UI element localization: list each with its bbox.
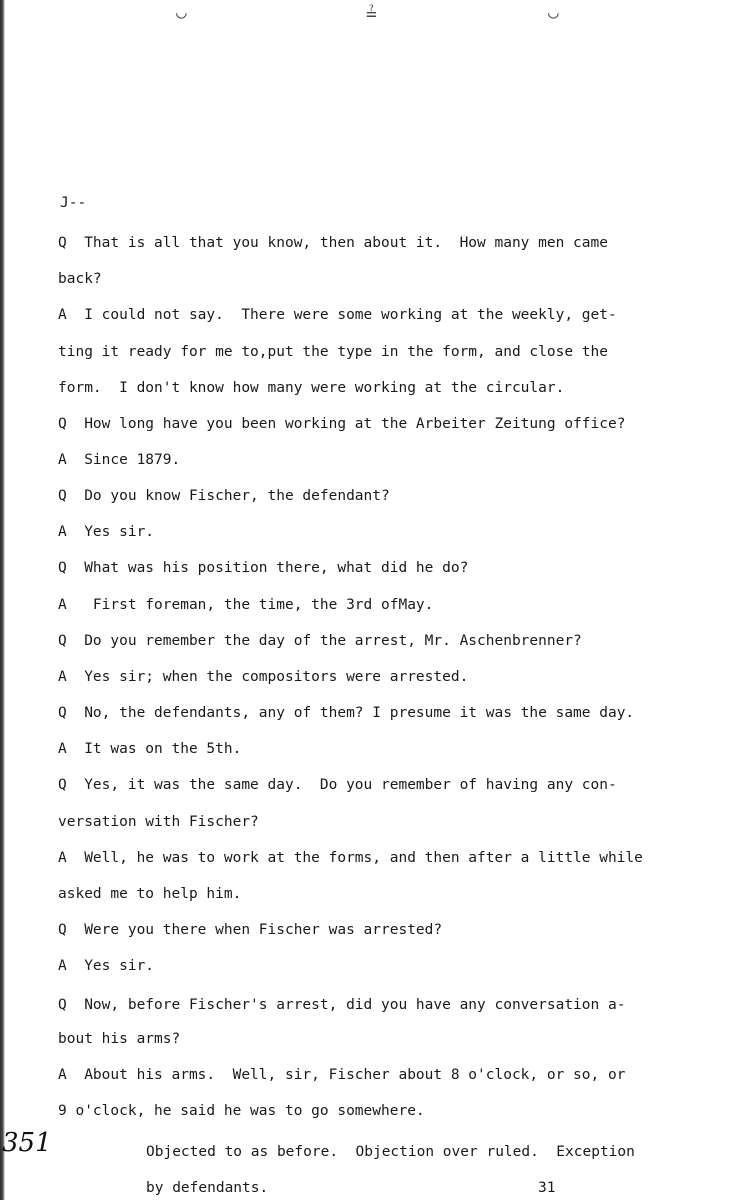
- scan-edge: [0, 0, 5, 1200]
- testimony-line: Q That is all that you know, then about it. How many men came: [58, 235, 608, 251]
- testimony-line: A Yes sir.: [58, 958, 155, 974]
- testimony-line: A Well, he was to work at the forms, and then after a little while: [58, 850, 643, 866]
- testimony-line: A About his arms. Well, sir, Fischer about 8 o'clock, or so, or: [58, 1067, 626, 1083]
- testimony-line: Q Were you there when Fischer was arrested?: [58, 922, 443, 938]
- testimony-line: Q What was his position there, what did he do?: [58, 560, 469, 576]
- testimony-line: asked me to help him.: [58, 886, 242, 902]
- punch-hole-mark: ◡: [176, 2, 187, 23]
- testimony-line: Q Do you know Fischer, the defendant?: [58, 488, 390, 504]
- section-mark: J--: [60, 195, 87, 211]
- handwritten-margin-number: 351: [2, 1128, 52, 1158]
- testimony-line: form. I don't know how many were working at the circular.: [58, 380, 565, 396]
- testimony-line: bout his arms?: [58, 1031, 181, 1047]
- testimony-line: A Since 1879.: [58, 452, 181, 468]
- testimony-line: back?: [58, 271, 102, 287]
- objection-line: by defendants.: [146, 1180, 269, 1196]
- testimony-line: ting it ready for me to,put the type in the form, and close the: [58, 344, 608, 360]
- testimony-line: A First foreman, the time, the 3rd ofMay.: [58, 597, 434, 613]
- page-number: 31: [538, 1180, 556, 1196]
- testimony-line: A Yes sir; when the compositors were arrested.: [58, 669, 469, 685]
- testimony-line: A Yes sir.: [58, 524, 155, 540]
- testimony-line: Q How long have you been working at the Arbeiter Zeitung office?: [58, 416, 626, 432]
- objection-line: Objected to as before. Objection over ruled. Exception: [146, 1144, 635, 1160]
- testimony-line: versation with Fischer?: [58, 814, 259, 830]
- testimony-line: A I could not say. There were some working at the weekly, get-: [58, 307, 617, 323]
- punch-hole-mark: ≟: [366, 4, 377, 25]
- testimony-line: Q Now, before Fischer's arrest, did you have any conversation a-: [58, 997, 626, 1013]
- testimony-line: Q Do you remember the day of the arrest, Mr. Aschenbrenner?: [58, 633, 582, 649]
- testimony-line: Q No, the defendants, any of them? I presume it was the same day.: [58, 705, 635, 721]
- testimony-line: A It was on the 5th.: [58, 741, 242, 757]
- testimony-line: 9 o'clock, he said he was to go somewhere.: [58, 1103, 425, 1119]
- testimony-line: Q Yes, it was the same day. Do you remember of having any con-: [58, 777, 617, 793]
- punch-hole-mark: ◡: [548, 2, 559, 23]
